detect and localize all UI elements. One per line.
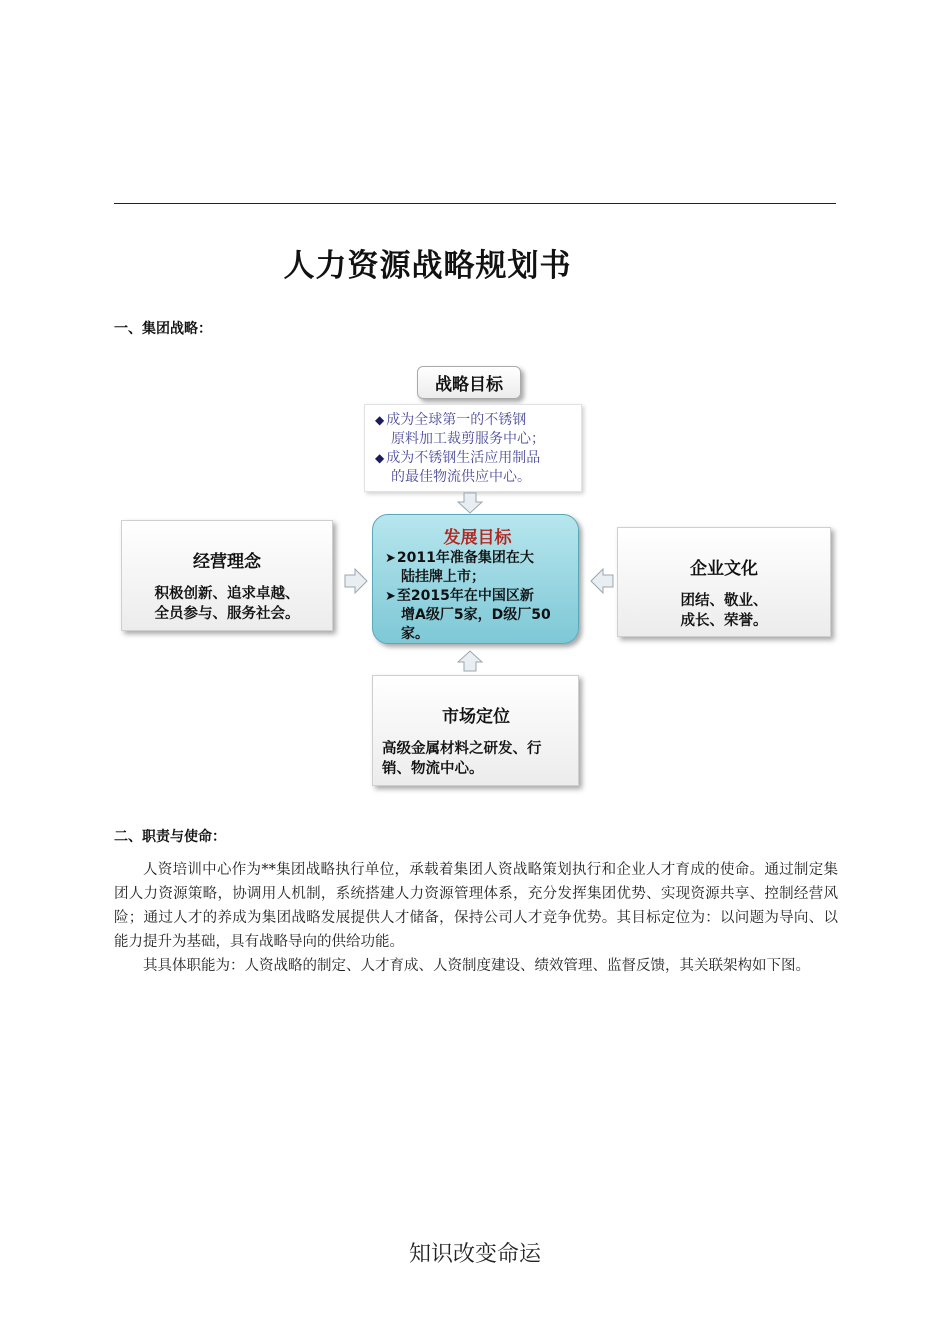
diamond-bullet-icon: ◆ — [375, 413, 385, 427]
development-goal-item: ➤至2015年在中国区新 — [385, 588, 534, 604]
development-goal-title: 发展目标 — [443, 528, 512, 548]
diamond-bullet-icon: ◆ — [375, 451, 385, 465]
strategy-goal-title: 战略目标 — [417, 366, 521, 399]
strategy-goal-box — [364, 404, 582, 492]
page-footer: 知识改变命运 — [408, 1242, 541, 1267]
corporate-culture-title: 企业文化 — [690, 559, 758, 579]
arrow-down-icon — [457, 492, 483, 514]
market-positioning-text: 高级金属材料之研发、行 销、物流中心。 — [382, 741, 542, 777]
business-philosophy-text: 积极创新、追求卓越、 全员参与、服务社会。 — [154, 586, 300, 622]
market-positioning-title: 市场定位 — [442, 707, 510, 727]
section-heading-duties-mission: 二、职责与使命： — [114, 829, 226, 845]
arrow-left-icon — [590, 568, 614, 594]
arrow-right-icon — [344, 568, 368, 594]
body-paragraph: 其具体职能为：人资战略的制定、人才育成、人资制度建设、绩效管理、监督反馈，其关联架构如下图。 — [143, 958, 810, 974]
arrow-bullet-icon: ➤ — [385, 551, 396, 566]
business-philosophy-box — [121, 520, 333, 631]
strategy-goal-item: ◆ 成为全球第一的不锈钢 原料加工裁剪服务中心； — [375, 412, 545, 447]
development-goal-item: ➤2011年准备集团在大 — [385, 550, 534, 566]
corporate-culture-box — [617, 527, 831, 637]
corporate-culture-text: 团结、敬业、 成长、荣誉。 — [680, 593, 768, 629]
development-goal-box: 发展目标 ➤2011年准备集团在大 陆挂牌上市； ➤至2015年在中国区新 增A级厂5家，D级厂50 家。 — [372, 514, 579, 644]
section-heading-group-strategy: 一、集团战略： — [114, 321, 212, 337]
market-positioning-box — [372, 675, 579, 786]
strategy-goal-item: ◆ 成为不锈钢生活应用制品 的最佳物流供应中心。 — [375, 450, 541, 485]
document-title: 人力资源战略规划书 — [283, 248, 572, 284]
business-philosophy-title: 经营理念 — [193, 552, 261, 572]
header-rule — [114, 203, 836, 204]
body-paragraph: 人资培训中心作为**集团战略执行单位，承载着集团人资战略策划执行和企业人才育成的使命。通过制定集团人力资源策略，协调用人机制，系统搭建人力资源管理体系，充分发挥集团优势、实现资源共享、控制经营风险；通过人才的养成为集团战略发展提供人才储备，保持公司人才竞争优势。其目标定位为：以问题为导向、以能力提升为基础，具有战略导向的供给功能。 — [114, 862, 838, 950]
arrow-bullet-icon: ➤ — [385, 589, 396, 604]
arrow-up-icon — [457, 650, 483, 672]
